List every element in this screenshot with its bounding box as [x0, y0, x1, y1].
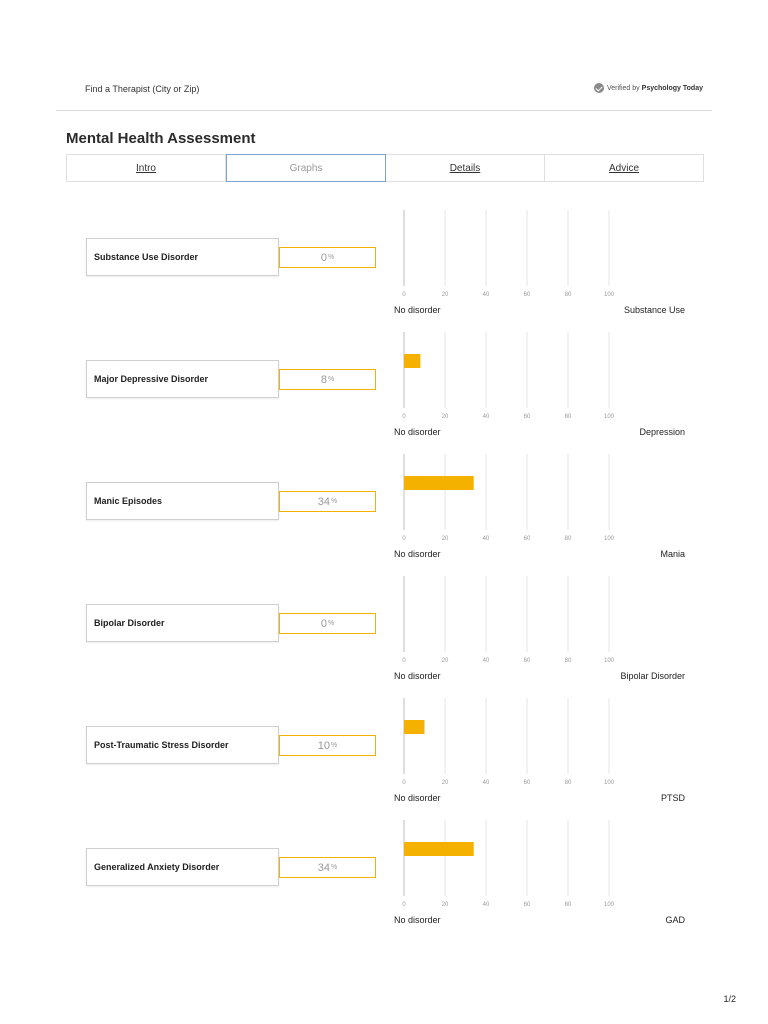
result-row [0, 566, 768, 686]
score-chart [380, 688, 700, 803]
tick-label: 0 [402, 780, 406, 786]
scale-left-label: No disorder [394, 915, 441, 925]
score-bar [404, 476, 474, 490]
score-unit: % [331, 864, 338, 871]
scale-left-label: No disorder [394, 793, 441, 803]
disorder-label: Major Depressive Disorder [86, 360, 279, 398]
verified-badge [594, 83, 703, 93]
tick-label: 20 [441, 536, 449, 542]
tick-label: 100 [603, 292, 615, 298]
result-row [0, 444, 768, 564]
score-bar [404, 354, 420, 368]
chart-svg [380, 322, 700, 422]
tick-label: 20 [441, 292, 449, 298]
score-value: 0 [320, 617, 327, 630]
scale-right-label: GAD [665, 915, 685, 925]
tick-label: 0 [402, 292, 406, 298]
tick-label: 80 [564, 902, 572, 908]
tick-label: 80 [564, 414, 572, 420]
score-value: 10 [317, 739, 330, 752]
scale-left-label: No disorder [394, 671, 441, 681]
tick-label: 60 [523, 658, 531, 664]
chart-svg [380, 688, 700, 788]
tick-label: 100 [603, 780, 615, 786]
score-percent [279, 613, 376, 634]
tick-label: 0 [402, 536, 406, 542]
score-percent [279, 247, 376, 268]
score-bar [404, 842, 474, 856]
scale-right-label: Substance Use [623, 305, 685, 315]
score-value: 34 [317, 495, 330, 508]
score-bar [404, 720, 425, 734]
chart-svg [380, 566, 700, 666]
tick-label: 0 [402, 414, 406, 420]
tick-label: 60 [523, 536, 531, 542]
score-unit: % [327, 254, 335, 261]
tick-label: 40 [482, 536, 490, 542]
verified-check-icon [594, 83, 604, 93]
tick-label: 80 [564, 658, 572, 664]
tick-label: 40 [482, 292, 490, 298]
scale-left-label: No disorder [394, 305, 441, 315]
disorder-label: Bipolar Disorder [86, 604, 279, 642]
tick-label: 40 [482, 414, 490, 420]
score-value: 34 [317, 861, 330, 874]
tick-label: 0 [402, 902, 406, 908]
tick-label: 0 [402, 658, 406, 664]
page-number: 1/2 [723, 994, 736, 1004]
result-row [0, 810, 768, 930]
scale-left-label: No disorder [394, 549, 441, 559]
tab-advice[interactable]: Advice [608, 162, 639, 174]
tick-label: 80 [564, 292, 572, 298]
score-percent [279, 735, 376, 756]
find-therapist-link[interactable]: Find a Therapist (City or Zip) [85, 84, 200, 94]
tab-intro[interactable]: Intro [67, 155, 226, 181]
scale-right-label: Bipolar Disorder [620, 671, 685, 681]
score-value: 0 [320, 251, 327, 264]
tick-label: 80 [564, 536, 572, 542]
tick-label: 60 [523, 902, 531, 908]
tab-graphs[interactable]: Graphs [226, 154, 386, 182]
result-row [0, 322, 768, 442]
score-chart [380, 810, 700, 925]
scale-right-label: Mania [660, 549, 685, 559]
score-unit: % [327, 376, 335, 383]
tick-label: 40 [482, 780, 490, 786]
tick-label: 40 [482, 658, 490, 664]
tick-label: 80 [564, 780, 572, 786]
tab-details[interactable]: Details [386, 155, 545, 181]
scale-left-label: No disorder [394, 427, 441, 437]
tick-label: 100 [603, 536, 615, 542]
tick-label: 20 [441, 658, 449, 664]
page-title: Mental Health Assessment [66, 130, 256, 147]
result-row [0, 200, 768, 320]
result-row [0, 688, 768, 808]
tick-label: 60 [523, 292, 531, 298]
score-percent [279, 491, 376, 512]
disorder-label: Manic Episodes [86, 482, 279, 520]
score-unit: % [331, 742, 338, 749]
disorder-label: Generalized Anxiety Disorder [86, 848, 279, 886]
score-percent [279, 857, 376, 878]
score-chart [380, 200, 700, 315]
tick-label: 100 [603, 414, 615, 420]
tick-label: 20 [441, 902, 449, 908]
verified-prefix: Verified by [606, 84, 640, 92]
tick-label: 60 [523, 780, 531, 786]
tab-bar [66, 154, 704, 182]
score-chart [380, 444, 700, 559]
disorder-label: Post-Traumatic Stress Disorder [86, 726, 279, 764]
tick-label: 20 [441, 780, 449, 786]
score-percent [279, 369, 376, 390]
disorder-label: Substance Use Disorder [86, 238, 279, 276]
chart-svg [380, 444, 700, 544]
scale-right-label: Depression [639, 427, 685, 437]
score-unit: % [327, 620, 335, 627]
score-value: 8 [320, 373, 327, 386]
tick-label: 100 [603, 658, 615, 664]
verified-brand: Psychology Today [641, 84, 703, 92]
tick-label: 60 [523, 414, 531, 420]
top-bar [56, 70, 712, 111]
chart-svg [380, 200, 700, 300]
tick-label: 40 [482, 902, 490, 908]
tick-label: 20 [441, 414, 449, 420]
score-chart [380, 322, 700, 437]
chart-svg [380, 810, 700, 910]
score-unit: % [331, 498, 338, 505]
score-chart [380, 566, 700, 681]
tick-label: 100 [603, 902, 615, 908]
scale-right-label: PTSD [660, 793, 685, 803]
